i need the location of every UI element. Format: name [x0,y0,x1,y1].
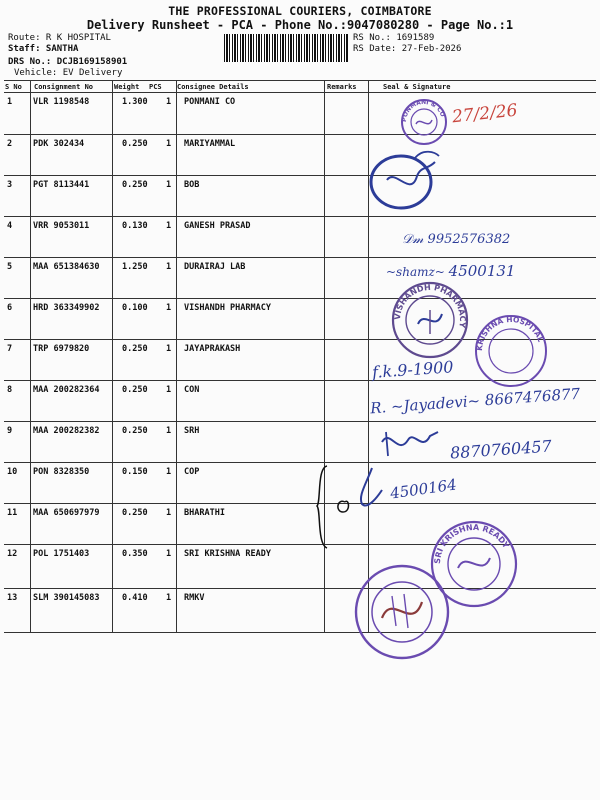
row-consignment: POL 1751403 [33,549,90,559]
row-weight: 0.250 [122,344,148,354]
row-consignment: HRD 363349902 [33,303,100,313]
row-consignment: PDK 302434 [33,139,85,149]
table-row [0,175,600,216]
row-consignee: BHARATHI [184,508,225,518]
row-consignment: MAA 200282382 [33,426,100,436]
row-pcs: 1 [166,549,172,559]
row-sno: 8 [7,385,13,395]
signature-mark: 𝒟𝓂 [402,232,428,247]
row-consignee: JAYAPRAKASH [184,344,241,354]
rmkv-stamp [352,562,452,662]
drs-number: DRS No.: DCJB169158901 [8,57,128,67]
krishna-hospital-stamp [472,312,550,390]
row-weight: 0.250 [122,508,148,518]
row-consignment: MAA 651384630 [33,262,100,272]
row-pcs: 1 [166,467,172,477]
table-row [0,462,600,503]
rs-date: RS Date: 27-Feb-2026 [353,44,462,54]
row-consignment: PGT 8113441 [33,180,90,190]
row-weight: 0.250 [122,426,148,436]
header-consignee: Consignee Details [177,83,249,91]
row-consignment: VLR 1198548 [33,97,90,107]
row-weight: 1.250 [122,262,148,272]
row-sno: 6 [7,303,13,313]
barcode [224,34,348,62]
row-consignee: BOB [184,180,200,190]
header-sno: S No [5,83,22,91]
phone-handwritten-4 [402,232,510,247]
row-sno: 12 [7,549,18,559]
svg-text:KRISHNA HOSPITAL [475,315,545,351]
phone-number: 9047080280 [346,18,420,32]
row-pcs: 1 [166,180,172,190]
note-5-text: 4500131 [448,262,516,280]
row-sno: 4 [7,221,13,231]
phone-handwritten-9: 8870760457 [449,436,553,463]
row-consignee: RMKV [184,593,205,603]
row-weight: 0.130 [122,221,148,231]
header-weight: Weight [114,83,140,91]
row-pcs: 1 [166,139,172,149]
note-handwritten-10: 4500164 [389,475,458,503]
row-consignee: SRH [184,426,200,436]
table-row [0,134,600,175]
signature-row2 [365,140,445,224]
row-weight: 0.150 [122,467,148,477]
row-pcs: 1 [166,262,172,272]
row-consignee: MARIYAMMAL [184,139,236,149]
signature-row9 [378,422,442,466]
header-remarks: Remarks [327,83,357,91]
runsheet-subtitle [0,18,600,32]
signature-row10 [352,466,392,514]
note-7-text: 9-1900 [396,357,455,381]
page-number: 1 [505,18,514,32]
row-consignee: COP [184,467,200,477]
row-pcs: 1 [166,593,172,603]
row-pcs: 1 [166,221,172,231]
page-label: - Page No.: [419,18,506,32]
row-pcs: 1 [166,385,172,395]
row-pcs: 1 [166,303,172,313]
header-pcs: PCS [149,83,162,91]
row-sno: 5 [7,262,13,272]
row-consignment: PON 8328350 [33,467,90,477]
ponmani-stamp-label: PONMANI & CO [400,98,447,123]
row-sno: 10 [7,467,18,477]
row-pcs: 1 [166,97,172,107]
signature-mark: ~shamz~ [386,265,449,279]
row-pcs: 1 [166,426,172,436]
row-sno: 3 [7,180,13,190]
row-sno: 2 [7,139,13,149]
row-consignment: TRP 6979820 [33,344,90,354]
vishandh-pharmacy-stamp [390,280,470,360]
date-signature: 27/2/26 [451,100,519,128]
row-sno: 1 [7,97,13,107]
row-consignment: VRR 9053011 [33,221,90,231]
row-consignment: MAA 200282364 [33,385,100,395]
row-pcs: 1 [166,344,172,354]
phone-4-text: 9952576382 [427,232,511,247]
staff-text: Staff: SANTHA [8,44,79,54]
phone-8-text: 8667476877 [484,384,581,410]
krishna-hospital-stamp-label: KRISHNA HOSPITAL [474,314,546,352]
row-consignment: SLM 390145083 [33,593,100,603]
row-consignee: GANESH PRASAD [184,221,251,231]
header-consignment: Consignment No [34,83,94,91]
row-weight: 0.350 [122,549,148,559]
rs-number: RS No.: 1691589 [353,33,435,43]
signature-mark: f.k. [371,361,398,382]
row-consignee: CON [184,385,200,395]
table-bottom-line [4,632,596,633]
svg-text:PONMANI & CO [401,99,446,122]
row-sno: 7 [7,344,13,354]
row-consignee: SRI KRISHNA READY [184,549,271,559]
row-consignee: VISHANDH PHARMACY [184,303,271,313]
row-weight: 0.250 [122,385,148,395]
row-consignee: PONMANI CO [184,97,236,107]
route-text: Route: R K HOSPITAL [8,33,111,43]
table-top-line [4,80,596,81]
vishandh-stamp-label: VISHANDH PHARMACY [392,282,468,329]
row-consignee: DURAIRAJ LAB [184,262,246,272]
row-consignment: MAA 650697979 [33,508,100,518]
signature-row5 [386,262,515,280]
signature-mark: R. ~Jayadevi~ [369,391,486,418]
company-title: THE PROFESSIONAL COURIERS, COIMBATORE [168,4,432,18]
row-weight: 0.250 [122,139,148,149]
row-weight: 1.300 [122,97,148,107]
row-weight: 0.250 [122,180,148,190]
row-weight: 0.410 [122,593,148,603]
row-sno: 11 [7,508,18,518]
row-sno: 9 [7,426,13,436]
row-pcs: 1 [166,508,172,518]
runsheet-prefix: Delivery Runsheet - PCA - Phone No.: [86,18,347,32]
sri-krishna-stamp-label: SRI KRISHNA READY [432,522,511,565]
row-sno: 13 [7,593,18,603]
header-seal: Seal & Signature [383,83,451,91]
row-weight: 0.100 [122,303,148,313]
vehicle-text: Vehicle: EV Delivery [14,68,123,78]
